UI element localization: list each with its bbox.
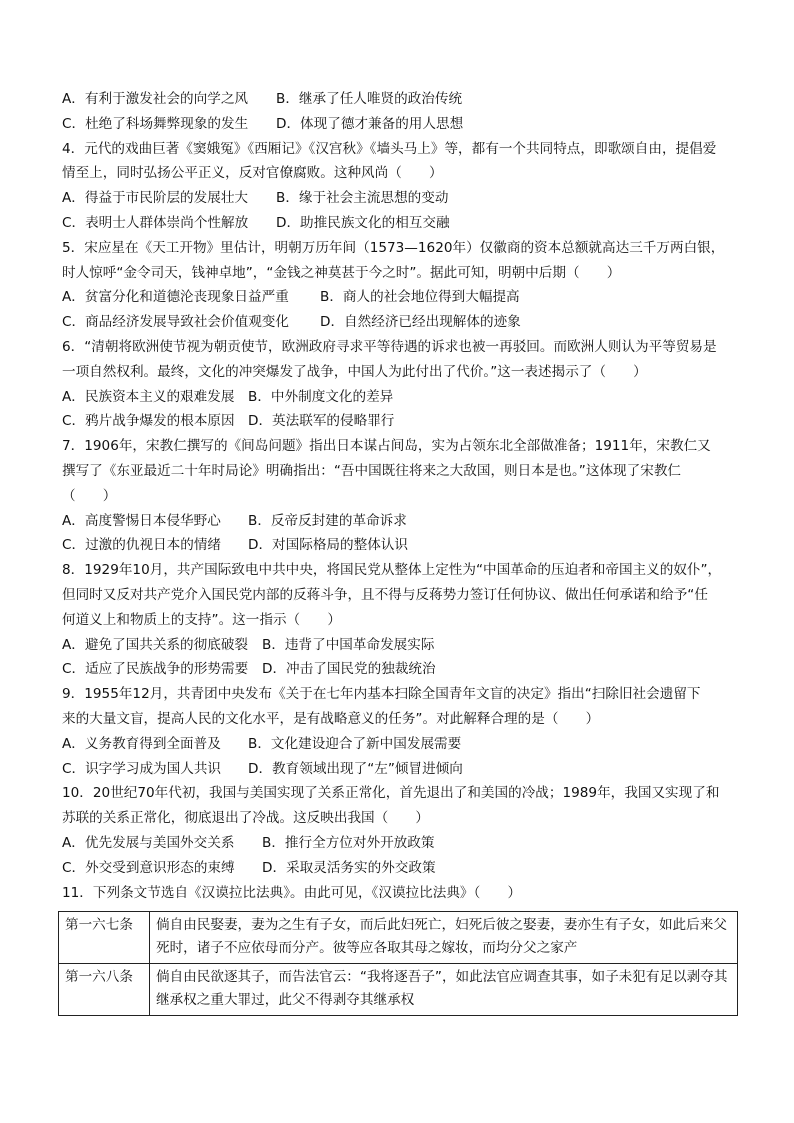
question-line: 8．1929年10月，共产国际致电中共中央，将国民党从整体上定性为“中国革命的压迫者和帝国主义的奴仆”，: [62, 562, 722, 579]
option-left: A．民族资本主义的艰难发展: [62, 388, 235, 405]
option-left: C．过激的仇视日本的情绪: [62, 537, 222, 554]
option-left: A．避免了国共关系的彻底破裂: [62, 636, 249, 653]
question-line: 11．下列条文节选自《汉谟拉比法典》。由此可见，《汉谟拉比法典》（ ）: [62, 884, 522, 901]
table-row: [59, 912, 738, 964]
option-left: A．高度警惕日本侵华野心: [62, 512, 221, 529]
question-line: 情至上，同时弘扬公平正义，反对官僚腐败。这种风尚（ ）: [62, 165, 443, 182]
option-row: [62, 633, 738, 658]
question-line: 时人惊呼“金令司天，钱神卓地”，“金钱之神莫甚于今之时”。据此可知，明朝中后期（ ）: [62, 264, 621, 281]
option-right: B．中外制度文化的差异: [248, 388, 394, 405]
option-row: [62, 856, 738, 881]
option-left: C．适应了民族战争的形势需要: [62, 661, 249, 678]
question-line: 一项自然权利。最终，文化的冲突爆发了战争，中国人为此付出了代价。”这一表述揭示了（ ）: [62, 363, 647, 380]
option-row: [62, 87, 738, 112]
option-left: C．识字学习成为国人共识: [62, 760, 222, 777]
article-number: 第一六七条: [59, 912, 150, 964]
option-left: A．义务教育得到全面普及: [62, 735, 221, 752]
law-table: [58, 911, 738, 1016]
table-row: [59, 964, 738, 1016]
option-left: A．得益于市民阶层的发展壮大: [62, 190, 249, 207]
option-left: C．表明士人群体崇尚个性解放: [62, 214, 249, 231]
option-row: [62, 310, 738, 335]
question-line: 但同时又反对共产党介入国民党内部的反蒋斗争，且不得与反蒋势力签订任何协议、做出任何承诺和给予“任: [62, 586, 708, 603]
option-row: [62, 732, 738, 757]
question-line: 6．“清朝将欧洲使节视为朝贡使节，欧洲政府寻求平等待遇的诉求也被一再驳回。而欧洲人则认为平等贸易是: [62, 338, 717, 355]
option-row: [62, 112, 738, 137]
question-line: 4．元代的戏曲巨著《窦娥冤》《西厢记》《汉宫秋》《墙头马上》等，都有一个共同特点，即歌颂自由，提倡爱: [62, 140, 717, 157]
option-right: D．英法联军的侵略罪行: [248, 413, 395, 430]
option-row: [62, 657, 738, 682]
option-right: B．继承了任人唯贤的政治传统: [276, 91, 463, 107]
option-row: [62, 831, 738, 856]
option-right: B．推行全方位对外开放政策: [262, 834, 435, 851]
option-right: D．采取灵活务实的外交政策: [262, 859, 436, 876]
option-right: D．体现了德才兼备的用人思想: [276, 115, 464, 132]
question-line: 苏联的关系正常化，彻底退出了冷战。这反映出我国（ ）: [62, 810, 430, 827]
question-line: （ ）: [62, 487, 117, 504]
question-line: 撰写了《东亚最近二十年时局论》明确指出：“吾中国既往将来之大敌国，则日本是也。”这体现了宋教仁: [62, 462, 682, 479]
option-right: B．文化建设迎合了新中国发展需要: [248, 735, 462, 752]
option-right: D．教育领域出现了“左”倾冒进倾向: [248, 760, 463, 777]
option-right: D．冲击了国民党的独裁统治: [262, 661, 436, 678]
option-row: [62, 409, 738, 434]
exam-page: [62, 87, 738, 905]
option-left: A．有利于激发社会的向学之风: [62, 91, 249, 107]
option-right: B．缘于社会主流思想的变动: [276, 190, 449, 207]
question-line: 10．20世纪70年代初，我国与美国实现了关系正常化，首先退出了和美国的冷战；1989年，我国又实现了和: [62, 785, 720, 802]
question-line: 9．1955年12月，共青团中央发布《关于在七年内基本扫除全国青年文盲的决定》指出“扫除旧社会遗留下: [62, 686, 701, 703]
option-right: D．自然经济已经出现解体的迹象: [320, 314, 521, 331]
option-row: [62, 385, 738, 410]
option-left: C．鸦片战争爆发的根本原因: [62, 413, 235, 430]
option-row: [62, 509, 738, 534]
option-left: A．贫富分化和道德沦丧现象日益严重: [62, 289, 289, 306]
option-right: B．违背了中国革命发展实际: [262, 636, 435, 653]
option-left: C．商品经济发展导致社会价值观变化: [62, 314, 289, 331]
option-row: [62, 757, 738, 782]
question-line: 来的大量文盲，提高人民的文化水平，是有战略意义的任务”。对此解释合理的是（ ）: [62, 710, 600, 727]
article-text: 倘自由民娶妻，妻为之生有子女，而后此妇死亡，妇死后彼之娶妻，妻亦生有子女，如此后来父死时，诸子不应依母而分产。彼等应各取其母之嫁妆，而均分父之家产: [150, 912, 738, 964]
option-left: C．杜绝了科场舞弊现象的发生: [62, 115, 249, 132]
option-left: A．优先发展与美国外交关系: [62, 834, 235, 851]
option-row: [62, 533, 738, 558]
article-text: 倘自由民欲逐其子，而告法官云：“我将逐吾子”，如此法官应调查其事，如子未犯有足以剥夺其继承权之重大罪过，此父不得剥夺其继承权: [150, 964, 738, 1016]
option-row: [62, 285, 738, 310]
option-right: B．商人的社会地位得到大幅提高: [320, 289, 520, 306]
article-number: 第一六八条: [59, 964, 150, 1016]
option-right: B．反帝反封建的革命诉求: [248, 512, 407, 529]
option-left: C．外交受到意识形态的束缚: [62, 859, 235, 876]
question-line: 何道义上和物质上的支持”。这一指示（ ）: [62, 611, 341, 628]
option-right: D．助推民族文化的相互交融: [276, 214, 450, 231]
option-row: [62, 211, 738, 236]
option-right: D．对国际格局的整体认识: [248, 537, 408, 554]
question-line: 7．1906年，宋教仁撰写的《间岛问题》指出日本谋占间岛，实为占领东北全部做准备；1911年，宋教仁又: [62, 438, 711, 455]
question-line: 5．宋应星在《天工开物》里估计，明朝万历年间（1573—1620年）仅徽商的资本总额就高达三千万两白银，: [62, 239, 725, 256]
option-row: [62, 186, 738, 211]
